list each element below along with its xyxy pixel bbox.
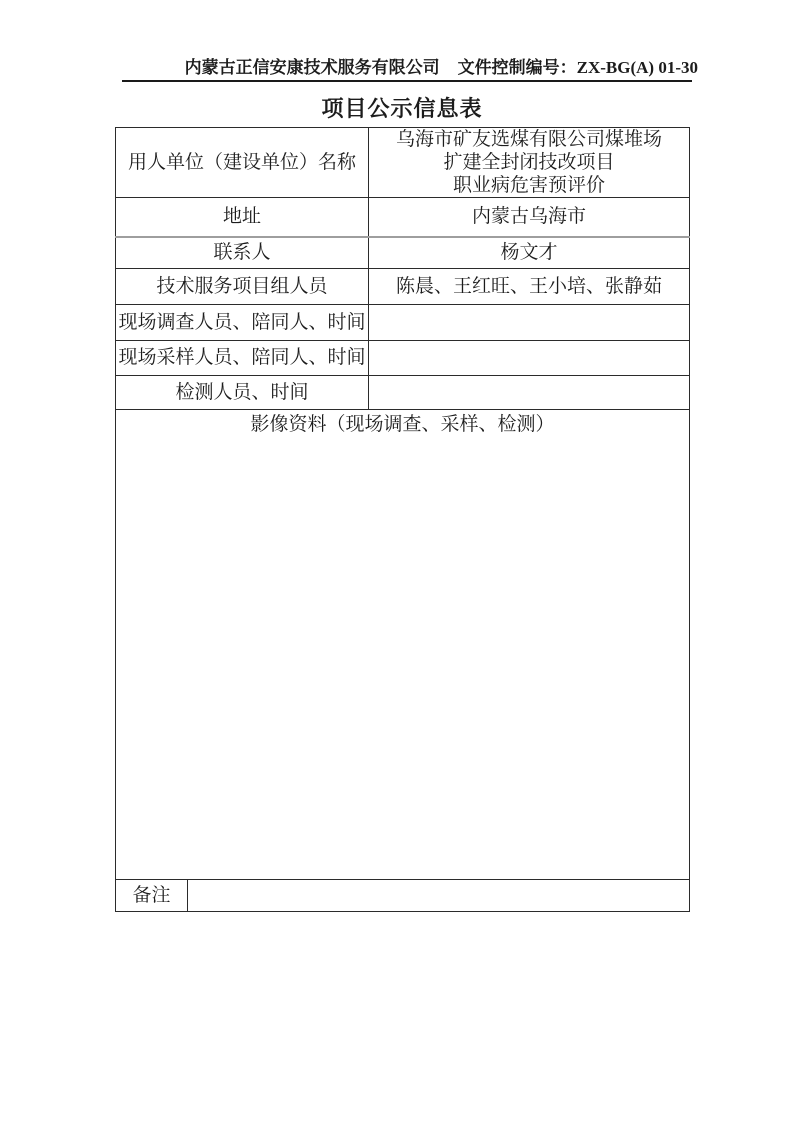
row-label: 检测人员、时间 xyxy=(116,376,369,410)
header-divider xyxy=(122,80,692,82)
table-row-contact xyxy=(116,237,690,269)
row-label: 现场调查人员、陪同人、时间 xyxy=(116,305,369,341)
table-row-testing xyxy=(116,376,690,410)
doc-control-number: 文件控制编号：ZX-BG(A) 01-30 xyxy=(457,58,698,77)
row-value-empty[interactable] xyxy=(369,305,690,341)
row-label: 用人单位（建设单位）名称 xyxy=(116,128,369,198)
employer-name-line: 乌海市矿友选煤有限公司煤堆场 xyxy=(396,129,663,150)
row-value xyxy=(369,128,690,198)
project-info-table xyxy=(115,127,690,912)
row-value: 杨文才 xyxy=(369,237,690,269)
row-label: 技术服务项目组人员 xyxy=(116,269,369,305)
table-row-service-team xyxy=(116,269,690,305)
row-label: 地址 xyxy=(116,198,369,237)
media-area[interactable] xyxy=(116,410,690,880)
page-title: 项目公示信息表 xyxy=(321,96,483,121)
table-row-employer xyxy=(116,128,690,198)
table-row-site-survey xyxy=(116,305,690,341)
table-row-site-sampling xyxy=(116,341,690,376)
company-name: 内蒙古正信安康技术服务有限公司 xyxy=(184,58,440,77)
employer-name-line: 扩建全封闭技改项目 xyxy=(443,152,615,173)
row-value: 内蒙古乌海市 xyxy=(369,198,690,237)
table-row-address xyxy=(116,198,690,237)
media-section-title: 影像资料（现场调查、采样、检测） xyxy=(250,414,555,435)
row-value-empty[interactable] xyxy=(369,341,690,376)
row-label: 联系人 xyxy=(116,237,369,269)
document-header xyxy=(122,53,698,78)
table-row-media xyxy=(116,410,690,880)
row-label: 现场采样人员、陪同人、时间 xyxy=(116,341,369,376)
remark-value-empty[interactable] xyxy=(188,880,690,912)
row-value-empty[interactable] xyxy=(369,376,690,410)
employer-name-line: 职业病危害预评价 xyxy=(453,175,606,196)
row-label: 备注 xyxy=(116,880,188,912)
row-value: 陈晨、王红旺、王小培、张静茹 xyxy=(369,269,690,305)
table-row-remark xyxy=(116,880,690,912)
